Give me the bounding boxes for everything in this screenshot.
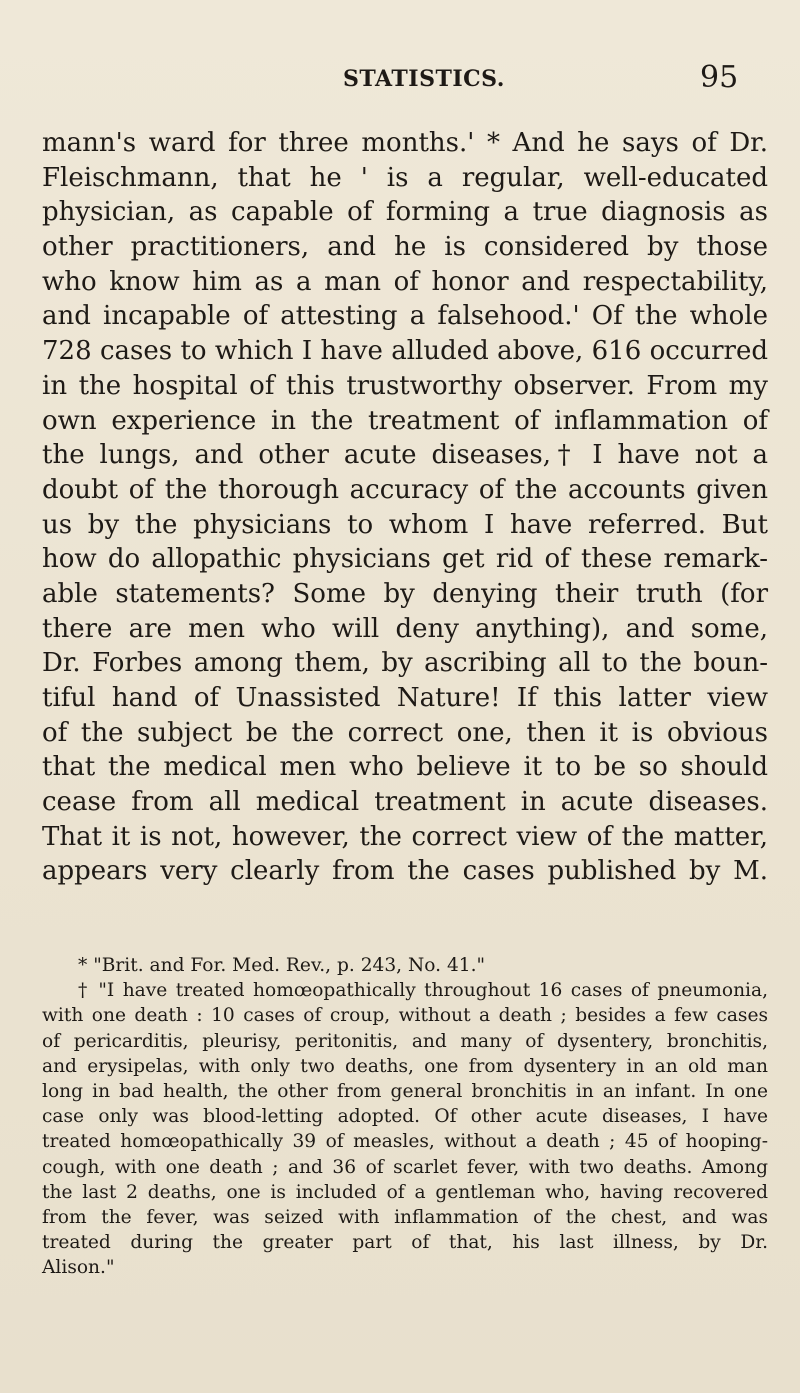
text-line: that the medical men who believe it to be so should: [42, 752, 768, 783]
footnote-dagger-line: and erysipelas, with only two deaths, one from dysentery in an old man: [42, 1055, 768, 1077]
running-head: STATISTICS.: [343, 66, 505, 92]
footnote-dagger-line: of pericarditis, pleurisy, peritonitis, and many of dysentery, bronchitis,: [42, 1030, 768, 1052]
footnote-star: * "Brit. and For. Med. Rev., p. 243, No. 41.": [78, 955, 486, 976]
text-line: who know him as a man of honor and respectability,: [42, 266, 768, 297]
footnote-dagger-line: treated during the greater part of that, his last illness, by Dr.: [42, 1232, 768, 1254]
text-line: cease from all medical treatment in acute diseases.: [42, 787, 768, 818]
footnote-dagger-line: case only was blood-letting adopted. Of other acute diseases, I have: [42, 1106, 768, 1128]
text-line: us by the physicians to whom I have referred. But: [42, 509, 768, 540]
text-line: able statements? Some by denying their truth (for: [42, 578, 768, 609]
text-line: tiful hand of Unassisted Nature! If this latter view: [42, 683, 768, 713]
text-line: own experience in the treatment of inflammation of: [42, 405, 768, 436]
text-line: physician, as capable of forming a true diagnosis as: [42, 197, 768, 228]
main-text: [42, 126, 768, 889]
footnote-dagger-line: Alison.": [42, 1257, 115, 1279]
text-line: 728 cases to which I have alluded above, 616 occurred: [42, 336, 768, 367]
text-line: appears very clearly from the cases published by M.: [42, 856, 768, 887]
text-line: in the hospital of this trustworthy observer. From my: [42, 370, 768, 401]
text-line: how do allopathic physicians get rid of these remark-: [42, 544, 768, 575]
footnote-dagger-line: from the fever, was seized with inflammation of the chest, and was: [42, 1206, 768, 1228]
page-number: 95: [700, 60, 739, 95]
page-header: [0, 62, 800, 102]
text-line: Dr. Forbes among them, by ascribing all to the boun-: [42, 648, 768, 679]
text-line: mann's ward for three months.' * And he says of Dr.: [42, 128, 768, 158]
text-line: there are men who will deny anything), and some,: [42, 613, 768, 644]
footnote-dagger-line: with one death : 10 cases of croup, without a death ; besides a few cases: [42, 1005, 768, 1027]
text-line: Fleischmann, that he ' is a regular, well-educated: [42, 162, 768, 193]
footnote-dagger-line: long in bad health, the other from general bronchitis in an infant. In one: [42, 1080, 768, 1102]
text-line: the lungs, and other acute diseases,† I have not a: [42, 440, 768, 471]
text-line: of the subject be the correct one, then it is obvious: [42, 717, 768, 748]
text-line: doubt of the thorough accuracy of the accounts given: [42, 474, 768, 505]
text-line: and incapable of attesting a falsehood.' Of the whole: [42, 301, 768, 332]
footnote-dagger-line: treated homœopathically 39 of measles, without a death ; 45 of hooping-: [42, 1131, 768, 1153]
footnote-dagger-line: † "I have treated homœopathically throughout 16 cases of pneumonia,: [78, 980, 768, 1002]
footnotes: [42, 953, 768, 1280]
text-line: That it is not, however, the correct view of the matter,: [42, 821, 768, 852]
text-line: other practitioners, and he is considered by those: [42, 232, 768, 263]
footnote-dagger-line: the last 2 deaths, one is included of a gentleman who, having recovered: [42, 1181, 768, 1203]
footnote-dagger-line: cough, with one death ; and 36 of scarlet fever, with two deaths. Among: [42, 1156, 768, 1178]
